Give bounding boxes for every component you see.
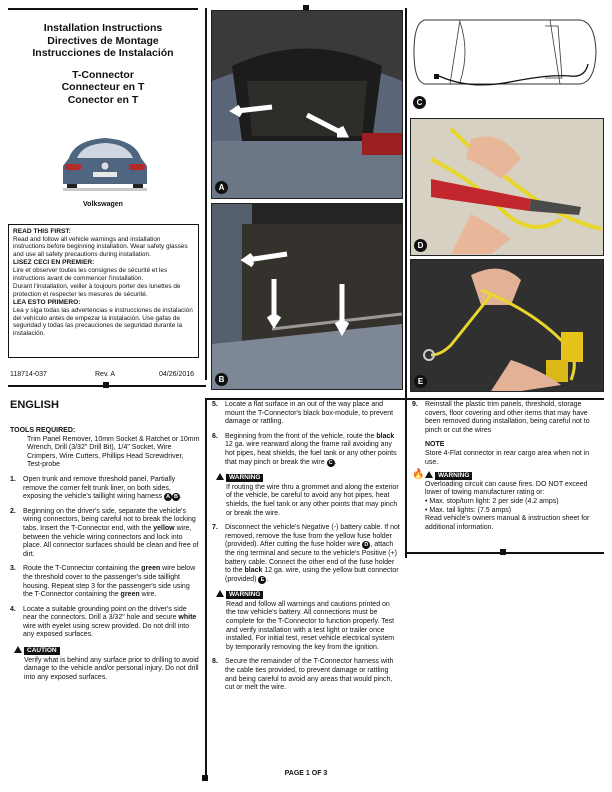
warning-2-text: Read and follow all warnings and cautions printed on the tow vehicle's battery. All connections must be complete for the T-Connector to function properly. Test and verify installation with a test light or trailer once installed. For initial test, reset vehicle electrical system by temporarily removing the key from the ignition. — [226, 600, 395, 651]
title-spanish: Instrucciones de Instalación — [32, 47, 174, 59]
step-3-text-a: Route the T-Connector containing the — [23, 565, 142, 573]
read-first-heading-es: LEA ESTO PRIMERO: — [13, 299, 81, 307]
step-3-text-c: wire below the threshold cover to the passenger's side taillight housing. Repeat step 3 for the passenger's side using the T-Connector containing the — [23, 565, 196, 599]
step-7-text-d: 12 ga. wire, using the yellow butt connector (provided) — [225, 567, 399, 583]
step-5-number: 5. — [212, 401, 218, 408]
warning-triangle-icon — [14, 646, 22, 653]
page-number: PAGE 1 OF 3 — [284, 770, 328, 777]
product-english: T-Connector — [72, 68, 134, 81]
title-block — [8, 22, 198, 106]
warning-1-header — [216, 473, 400, 483]
figure-b-ref: B — [172, 493, 180, 501]
step-8 — [212, 658, 400, 692]
bullet-tail-lights: • Max. tail lights: (7.5 amps) — [425, 506, 512, 514]
text-col-divider-1 — [205, 398, 207, 780]
figure-b-photo — [211, 203, 403, 390]
step-3-number: 3. — [10, 565, 16, 573]
figure-e-ref: E — [258, 576, 266, 584]
warning-1-text: If routing the wire thru a grommet and along the exterior of the vehicle, be careful to avoid any hot pipes, heat shields, the fuel tank or any other points that may pinch or break the wire. — [226, 483, 399, 517]
text-col-divider-2 — [405, 398, 407, 558]
caution-label: CAUTION — [24, 647, 60, 655]
bullet-stop-turn: • Max. stop/turn light: 2 per side (4.2 amps) — [425, 497, 559, 505]
step-7: 7. Disconnect the vehicle's Negative (-) battery cable. If not removed, remove the fuse from the yellow fuse holder (provided). After cutting the fuse holder wire D , attach the ring terminal and secure to the vehicle's Positive (+) battery cable. Connect the other end of the fuse holder to the black 12 ga. wire, using the yellow butt connector (provided) E . — [212, 524, 400, 583]
note-heading: NOTE — [425, 441, 445, 449]
note-text: Store 4-Flat connector in rear cargo area when not in use. — [425, 449, 590, 466]
step-5-text: Locate a flat surface in an out of the way place and mount the T-Connector's black box-module, to prevent damage or rattling. — [225, 401, 394, 426]
step-4-text-a: Locate a suitable grounding point on the driver's side near the connectors. Drill a 3/32" hole and secure — [23, 605, 187, 622]
step-8-number: 8. — [212, 658, 218, 666]
step-9-number: 9. — [412, 401, 418, 408]
step-6-black: black — [376, 432, 395, 440]
figure-c-ref: C — [327, 459, 335, 467]
step-7-black: black — [244, 567, 263, 575]
step-1-text: Open trunk and remove threshold panel. Partially remove the corner felt trunk liner, on both sides, exposing the vehicle's taillight wiring harness — [23, 475, 176, 501]
step-4 — [10, 606, 200, 640]
date: 04/26/2016 — [159, 371, 195, 378]
english-heading: ENGLISH — [10, 399, 59, 411]
warning-2-header — [216, 590, 400, 600]
title-english: Installation Instructions — [43, 22, 163, 34]
warning-3-label: WARNING — [435, 472, 472, 480]
figure-d-ref: D — [362, 541, 370, 549]
step-6-number: 6. — [212, 432, 218, 440]
step-3-text-e: wire. — [139, 591, 157, 599]
photo-column-divider — [405, 8, 407, 398]
warning-triangle-icon — [216, 473, 224, 480]
rule-marker — [103, 382, 109, 388]
step-9 — [412, 401, 602, 435]
figure-d-photo — [410, 118, 604, 256]
left-text-column — [10, 427, 200, 688]
read-first-text-fr-1: Lire et observer toutes les consignes de sécurité et les instructions avant de commencer l'installation. — [13, 266, 168, 282]
figure-a-ref: A — [164, 493, 172, 501]
warning-1-label: WARNING — [226, 474, 263, 482]
step-2-text-a: Beginning on the driver's side, separate the vehicle's wiring connectors, being careful not to break the locking tabs. Insert the T-Connector end, with the — [23, 507, 196, 532]
tools-heading: TOOLS REQUIRED: — [10, 427, 76, 434]
product-spanish: Conector en T — [67, 93, 139, 106]
read-first-heading-fr: LISEZ CECI EN PREMIER: — [13, 259, 95, 267]
step-2-yellow: yellow — [153, 524, 175, 532]
closing-text: Read vehicle's owners manual & instruction sheet for additional information. — [425, 515, 590, 531]
figure-e-photo — [410, 259, 604, 392]
read-first-heading-en: READ THIS FIRST: — [13, 228, 71, 235]
step-7-text-a: Disconnect the vehicle's Negative (-) battery cable. If not removed, remove the fuse from the yellow fuse holder (provided). After cutting the fuse holder wire — [225, 524, 400, 549]
figure-a-label: A — [215, 181, 228, 194]
step-1-number: 1. — [10, 475, 16, 483]
warning-triangle-icon — [425, 471, 433, 478]
figure-b-label: B — [215, 373, 228, 386]
figure-c-diagram — [410, 12, 600, 112]
warning-3-header — [412, 469, 602, 481]
fire-icon: 🔥 — [412, 469, 425, 481]
caution-text: Verify what is behind any surface prior to drilling to avoid damage to the vehicle and/or personal injury. Do not drill into any exposed surfaces. — [24, 656, 199, 681]
step-6-text-c: 12 ga. wire rearward along the frame rail avoiding any hot pipes, heat shields, the fuel tank or any other points that may pinch or break the wire — [225, 441, 397, 466]
vehicle-caption: Volkswagen — [83, 201, 123, 208]
step-2-text-c: wire, between the vehicle wiring connectors and lock into place. All connector surfaces should be clean and free of dirt. — [23, 524, 199, 558]
right-text-column — [412, 401, 602, 532]
middle-text-column — [212, 401, 400, 699]
step-7-number: 7. — [212, 524, 218, 532]
warning-3-text: Overloading circuit can cause fires. DO NOT exceed lower of towing manufacturer rating or: — [425, 480, 588, 497]
step-2 — [10, 508, 200, 560]
step-3-green: green — [141, 565, 161, 573]
step-3-green-2: green — [120, 591, 140, 599]
step-4-white: white — [178, 614, 197, 622]
read-first-box — [8, 224, 199, 358]
step-1: 1. Open trunk and remove threshold panel. Partially remove the corner felt trunk liner, on both sides, exposing the vehicle's taillight wiring harness A B . — [10, 475, 182, 501]
left-column-divider — [205, 8, 207, 380]
top-rule — [8, 8, 198, 10]
step-5 — [212, 401, 400, 427]
figure-d-label: D — [414, 239, 427, 252]
vehicle-image — [55, 128, 155, 196]
step-6: 6. Beginning from the front of the vehicle, route the black 12 ga. wire rearward along the frame rail avoiding any hot pipes, heat shields, the fuel tank or any other points that may pinch or break the wire C . — [212, 432, 397, 466]
read-first-text-es: Lea y siga todas las advertencias e instrucciones de instalación del vehículo antes de empezar la instalación. Use gafas de seguridad y todas las precauciones de seguridad durante la instalación. — [13, 306, 193, 337]
step-6-text-a: Beginning from the front of the vehicle, route the — [225, 432, 377, 440]
figure-a-photo — [211, 10, 403, 199]
warning-2-label: WARNING — [226, 591, 263, 599]
figure-c-label: C — [413, 96, 426, 109]
rule-marker — [500, 549, 506, 555]
step-8-text: Secure the remainder of the T-Connector harness with the cable ties provided, to prevent damage or rattling and being careful to avoid any areas that would pinch, cut or melt the wire. — [225, 658, 394, 692]
step-7-text-b: , attach the ring terminal and secure to the vehicle's Positive (+) battery cable. Connect the other end of the fuse holder to the — [225, 541, 397, 575]
part-number: 118714-037 — [10, 371, 47, 378]
step-2-number: 2. — [10, 507, 16, 515]
caution-header — [14, 646, 200, 656]
step-9-text: Reinstall the plastic trim panels, threshold, storage covers, floor covering and other items that may have been removed during installation, being careful not to pinch or cut the wires — [425, 401, 590, 434]
product-french: Connecteur en T — [61, 81, 145, 93]
read-first-text-en: Read and follow all vehicle warnings and installation instructions before beginning installation. Wear safety glasses and use all safety precautions during installation. — [13, 235, 188, 258]
step-3 — [10, 565, 200, 599]
revision: Rev. A — [95, 371, 116, 378]
tools-text: Trim Panel Remover, 10mm Socket & Ratchet or 10mm Wrench, Drill (3/32" Drill Bit), 1/4" Socket, Wire Crimpers, Wire Cutters, Phillips Head Screwdriver, Test-probe — [27, 435, 200, 469]
step-4-text-c: wire with eyelet using screw provided. Do not drill into any exposed surfaces. — [23, 622, 190, 639]
step-4-number: 4. — [10, 605, 16, 613]
warning-triangle-icon — [216, 590, 224, 597]
read-first-text-fr-2: Durant l'installation, veiller à toujours porter des lunettes de protection et respecter les mesures de sécurité. — [13, 283, 181, 298]
figure-e-label: E — [414, 375, 427, 388]
title-french: Directives de Montage — [47, 34, 159, 47]
